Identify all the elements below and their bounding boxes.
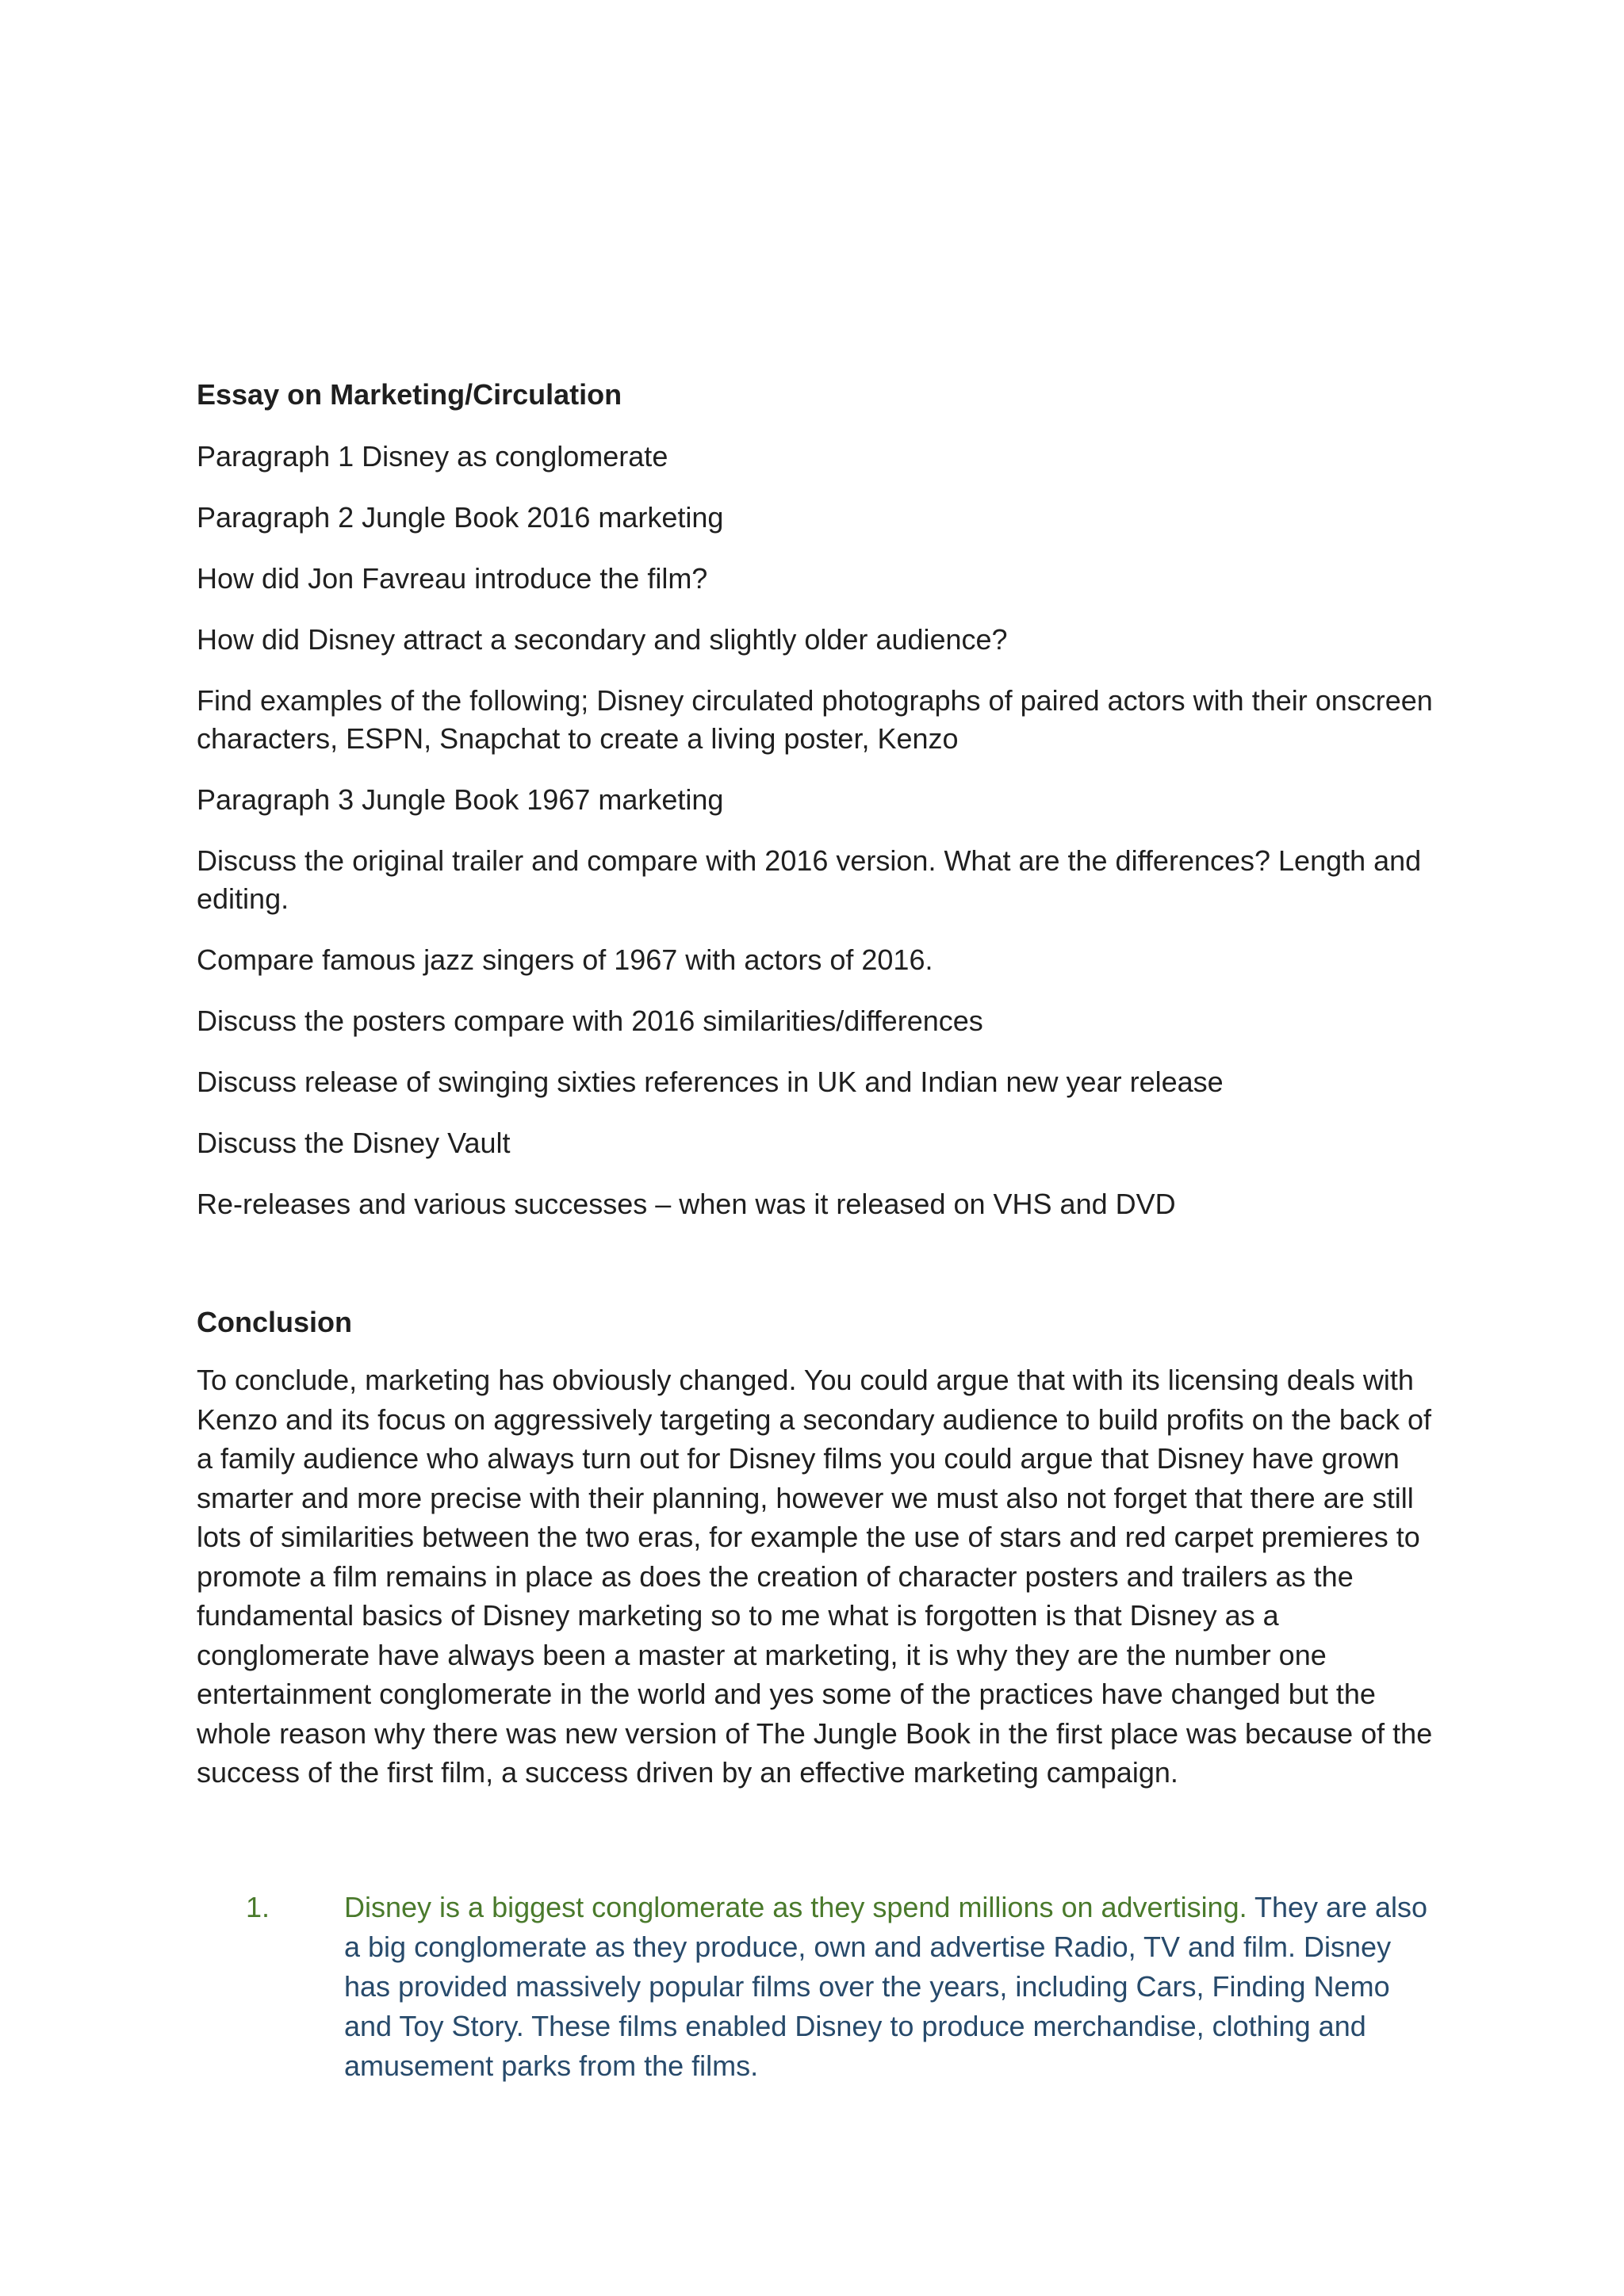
outline-line-2: Paragraph 2 Jungle Book 2016 marketing <box>197 501 724 534</box>
conclusion-heading: Conclusion <box>197 1306 352 1338</box>
outline-line-12: Re-releases and various successes – when was it released on VHS and DVD <box>197 1188 1176 1220</box>
conclusion-body: To conclude, marketing has obviously changed. You could argue that with its licensing deals with Kenzo and its focus on aggressively targeting a secondary audience to build profits on the back of a family audience who always turn out for Disney films you could argue that Disney have grown smarter and more precise with their planning, however we must also not forget that there are still lots of similarities between the two eras, for example the use of stars and red carpet premieres to promote a film remains in place as does the creation of character posters and trailers as the fundamental basics of Disney marketing so to me what is forgotten is that Disney as a conglomerate have always been a master at marketing, it is why they are the number one entertainment conglomerate in the world and yes some of the practices have changed but the whole reason why there was new version of The Jungle Book in the first place was because of the success of the first film, a success driven by an effective marketing campaign. <box>197 1364 1433 1789</box>
outline-line-8: Compare famous jazz singers of 1967 with actors of 2016. <box>197 943 933 976</box>
outline-line-9: Discuss the posters compare with 2016 similarities/differences <box>197 1004 983 1037</box>
section-spacer <box>197 1246 1434 1303</box>
numbered-list <box>197 1888 1434 2086</box>
list-item-text-blue: They are also a big conglomerate as they produce, own and advertise Radio, TV and film. Disney has provided massively popular films over the years, including Cars, Finding Nemo and Toy Story. These films enabled Disney to produce merchandise, clothing and amusement parks from the films. <box>344 1890 1428 2082</box>
list-item-number: 1. <box>246 1890 270 1923</box>
outline-line-11: Discuss the Disney Vault <box>197 1127 511 1159</box>
outline-line-4: How did Disney attract a secondary and slightly older audience? <box>197 623 1008 656</box>
document-content <box>197 376 1434 2086</box>
outline-line-10: Discuss release of swinging sixties references in UK and Indian new year release <box>197 1066 1224 1098</box>
list-item-text-green: Disney is a biggest conglomerate as they spend millions on advertising. <box>344 1890 1247 1923</box>
outline-line-6: Paragraph 3 Jungle Book 1967 marketing <box>197 783 724 816</box>
outline-line-3: How did Jon Favreau introduce the film? <box>197 562 708 595</box>
outline-line-5: Find examples of the following; Disney circulated photographs of paired actors with their onscreen characters, ESPN, Snapchat to create a living poster, Kenzo <box>197 684 1433 755</box>
outline-line-1: Paragraph 1 Disney as conglomerate <box>197 440 668 473</box>
outline-line-7: Discuss the original trailer and compare with 2016 version. What are the differences? Length and editing. <box>197 844 1422 915</box>
essay-title: Essay on Marketing/Circulation <box>197 378 622 411</box>
list-item <box>197 1888 1434 2086</box>
